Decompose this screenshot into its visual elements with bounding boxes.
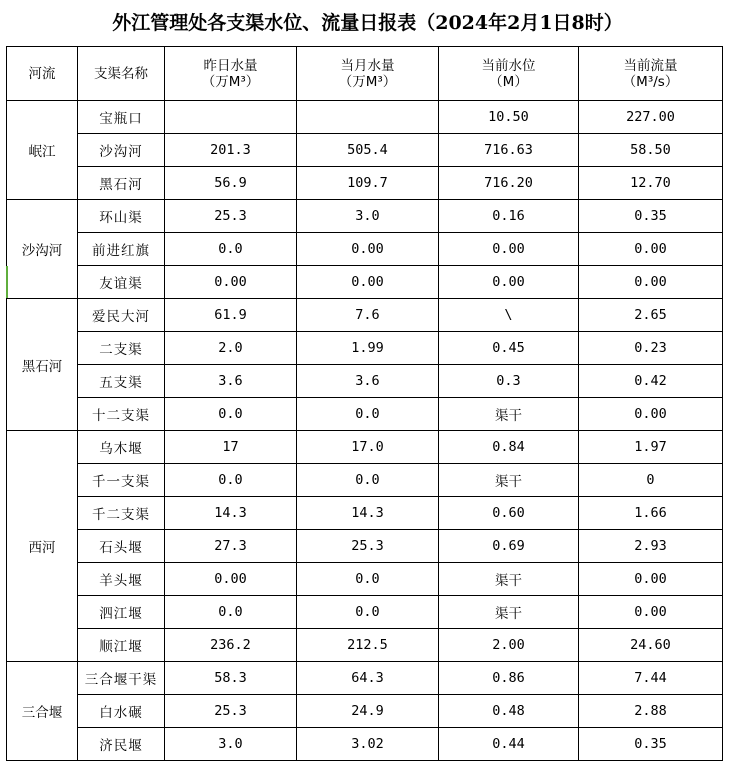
month-volume-cell: 0.0: [297, 563, 439, 596]
branch-name-cell: 乌木堰: [78, 431, 165, 464]
header-branch-name: 支渠名称: [78, 47, 165, 101]
current-level-cell: 渠干: [439, 563, 579, 596]
yesterday-volume-cell: 3.0: [165, 728, 297, 761]
current-flow-cell: 0.00: [579, 266, 723, 299]
header-month-volume: 当月水量 （万M³）: [297, 47, 439, 101]
yesterday-volume-cell: 0.00: [165, 563, 297, 596]
yesterday-volume-cell: 58.3: [165, 662, 297, 695]
river-cell: 黑石河: [7, 299, 78, 431]
table-row: [7, 695, 723, 728]
month-volume-cell: 64.3: [297, 662, 439, 695]
branch-name-cell: 沙沟河: [78, 134, 165, 167]
branch-name-cell: 五支渠: [78, 365, 165, 398]
current-flow-cell: 7.44: [579, 662, 723, 695]
yesterday-volume-cell: 14.3: [165, 497, 297, 530]
month-volume-cell: 0.0: [297, 464, 439, 497]
branch-name-cell: 爱民大河: [78, 299, 165, 332]
current-level-cell: 渠干: [439, 464, 579, 497]
table-row: [7, 299, 723, 332]
header-current-level: 当前水位 （M）: [439, 47, 579, 101]
month-volume-cell: 505.4: [297, 134, 439, 167]
table-row: [7, 431, 723, 464]
cell-selection-marker: [6, 266, 8, 298]
month-volume-cell: 3.02: [297, 728, 439, 761]
current-level-cell: 0.44: [439, 728, 579, 761]
current-flow-cell: 0: [579, 464, 723, 497]
branch-name-cell: 宝瓶口: [78, 101, 165, 134]
current-level-cell: 0.00: [439, 233, 579, 266]
yesterday-volume-cell: 0.0: [165, 596, 297, 629]
yesterday-volume-cell: 25.3: [165, 200, 297, 233]
yesterday-volume-cell: 25.3: [165, 695, 297, 728]
current-flow-cell: 2.65: [579, 299, 723, 332]
current-flow-cell: 1.66: [579, 497, 723, 530]
current-level-cell: 渠干: [439, 596, 579, 629]
table-row: [7, 596, 723, 629]
branch-name-cell: 白水碾: [78, 695, 165, 728]
current-level-cell: 0.60: [439, 497, 579, 530]
branch-name-cell: 友谊渠: [78, 266, 165, 299]
table-row: [7, 233, 723, 266]
table-row: [7, 167, 723, 200]
table-row: [7, 530, 723, 563]
table-row: [7, 662, 723, 695]
branch-name-cell: 三合堰干渠: [78, 662, 165, 695]
table-row: [7, 563, 723, 596]
branch-name-cell: 十二支渠: [78, 398, 165, 431]
branch-name-cell: 前进红旗: [78, 233, 165, 266]
table-row: [7, 728, 723, 761]
month-volume-cell: 212.5: [297, 629, 439, 662]
current-flow-cell: 227.00: [579, 101, 723, 134]
month-volume-cell: 7.6: [297, 299, 439, 332]
month-volume-cell: 17.0: [297, 431, 439, 464]
table-row: [7, 464, 723, 497]
month-volume-cell: 0.00: [297, 233, 439, 266]
current-level-cell: 10.50: [439, 101, 579, 134]
current-flow-cell: 0.00: [579, 596, 723, 629]
table-row: [7, 398, 723, 431]
month-volume-cell: 0.00: [297, 266, 439, 299]
current-flow-cell: 0.00: [579, 398, 723, 431]
month-volume-cell: 109.7: [297, 167, 439, 200]
branch-name-cell: 顺江堰: [78, 629, 165, 662]
current-flow-cell: 2.93: [579, 530, 723, 563]
table-row: [7, 266, 723, 299]
current-level-cell: 0.45: [439, 332, 579, 365]
yesterday-volume-cell: [165, 101, 297, 134]
yesterday-volume-cell: 0.0: [165, 233, 297, 266]
month-volume-cell: 24.9: [297, 695, 439, 728]
current-level-cell: 2.00: [439, 629, 579, 662]
month-volume-cell: 0.0: [297, 398, 439, 431]
yesterday-volume-cell: 2.0: [165, 332, 297, 365]
yesterday-volume-cell: 0.00: [165, 266, 297, 299]
header-river: 河流: [7, 47, 78, 101]
month-volume-cell: 3.0: [297, 200, 439, 233]
current-level-cell: 0.84: [439, 431, 579, 464]
yesterday-volume-cell: 61.9: [165, 299, 297, 332]
yesterday-volume-cell: 27.3: [165, 530, 297, 563]
current-level-cell: 渠干: [439, 398, 579, 431]
table-row: [7, 101, 723, 134]
current-level-cell: 0.86: [439, 662, 579, 695]
report-table: [6, 46, 723, 761]
table-row: [7, 629, 723, 662]
current-level-cell: 716.63: [439, 134, 579, 167]
branch-name-cell: 济民堰: [78, 728, 165, 761]
current-flow-cell: 0.35: [579, 728, 723, 761]
report-title: 外江管理处各支渠水位、流量日报表（2024年2月1日8时）: [112, 12, 623, 34]
branch-name-cell: 环山渠: [78, 200, 165, 233]
month-volume-cell: [297, 101, 439, 134]
river-cell: 三合堰: [7, 662, 78, 761]
current-level-cell: 0.00: [439, 266, 579, 299]
month-volume-cell: 0.0: [297, 596, 439, 629]
header-row: [7, 47, 723, 101]
yesterday-volume-cell: 3.6: [165, 365, 297, 398]
current-flow-cell: 0.00: [579, 563, 723, 596]
month-volume-cell: 1.99: [297, 332, 439, 365]
month-volume-cell: 25.3: [297, 530, 439, 563]
table-row: [7, 200, 723, 233]
current-level-cell: 716.20: [439, 167, 579, 200]
yesterday-volume-cell: 56.9: [165, 167, 297, 200]
current-level-cell: 0.69: [439, 530, 579, 563]
river-cell: 沙沟河: [7, 200, 78, 299]
branch-name-cell: 羊头堰: [78, 563, 165, 596]
current-flow-cell: 1.97: [579, 431, 723, 464]
current-flow-cell: 0.23: [579, 332, 723, 365]
current-flow-cell: 0.42: [579, 365, 723, 398]
yesterday-volume-cell: 17: [165, 431, 297, 464]
yesterday-volume-cell: 236.2: [165, 629, 297, 662]
current-flow-cell: 12.70: [579, 167, 723, 200]
table-row: [7, 365, 723, 398]
branch-name-cell: 千一支渠: [78, 464, 165, 497]
report-body: [7, 101, 723, 761]
month-volume-cell: 3.6: [297, 365, 439, 398]
current-flow-cell: 0.35: [579, 200, 723, 233]
table-row: [7, 332, 723, 365]
branch-name-cell: 二支渠: [78, 332, 165, 365]
table-row: [7, 134, 723, 167]
branch-name-cell: 泗江堰: [78, 596, 165, 629]
current-flow-cell: 24.60: [579, 629, 723, 662]
current-level-cell: \: [439, 299, 579, 332]
header-current-flow: 当前流量 （M³/s）: [579, 47, 723, 101]
river-cell: 西河: [7, 431, 78, 662]
month-volume-cell: 14.3: [297, 497, 439, 530]
yesterday-volume-cell: 0.0: [165, 398, 297, 431]
current-flow-cell: 2.88: [579, 695, 723, 728]
current-level-cell: 0.48: [439, 695, 579, 728]
current-flow-cell: 58.50: [579, 134, 723, 167]
current-flow-cell: 0.00: [579, 233, 723, 266]
branch-name-cell: 黑石河: [78, 167, 165, 200]
current-level-cell: 0.16: [439, 200, 579, 233]
current-level-cell: 0.3: [439, 365, 579, 398]
branch-name-cell: 千二支渠: [78, 497, 165, 530]
table-row: [7, 497, 723, 530]
header-yesterday-volume: 昨日水量 （万M³）: [165, 47, 297, 101]
river-cell: 岷江: [7, 101, 78, 200]
yesterday-volume-cell: 201.3: [165, 134, 297, 167]
branch-name-cell: 石头堰: [78, 530, 165, 563]
yesterday-volume-cell: 0.0: [165, 464, 297, 497]
